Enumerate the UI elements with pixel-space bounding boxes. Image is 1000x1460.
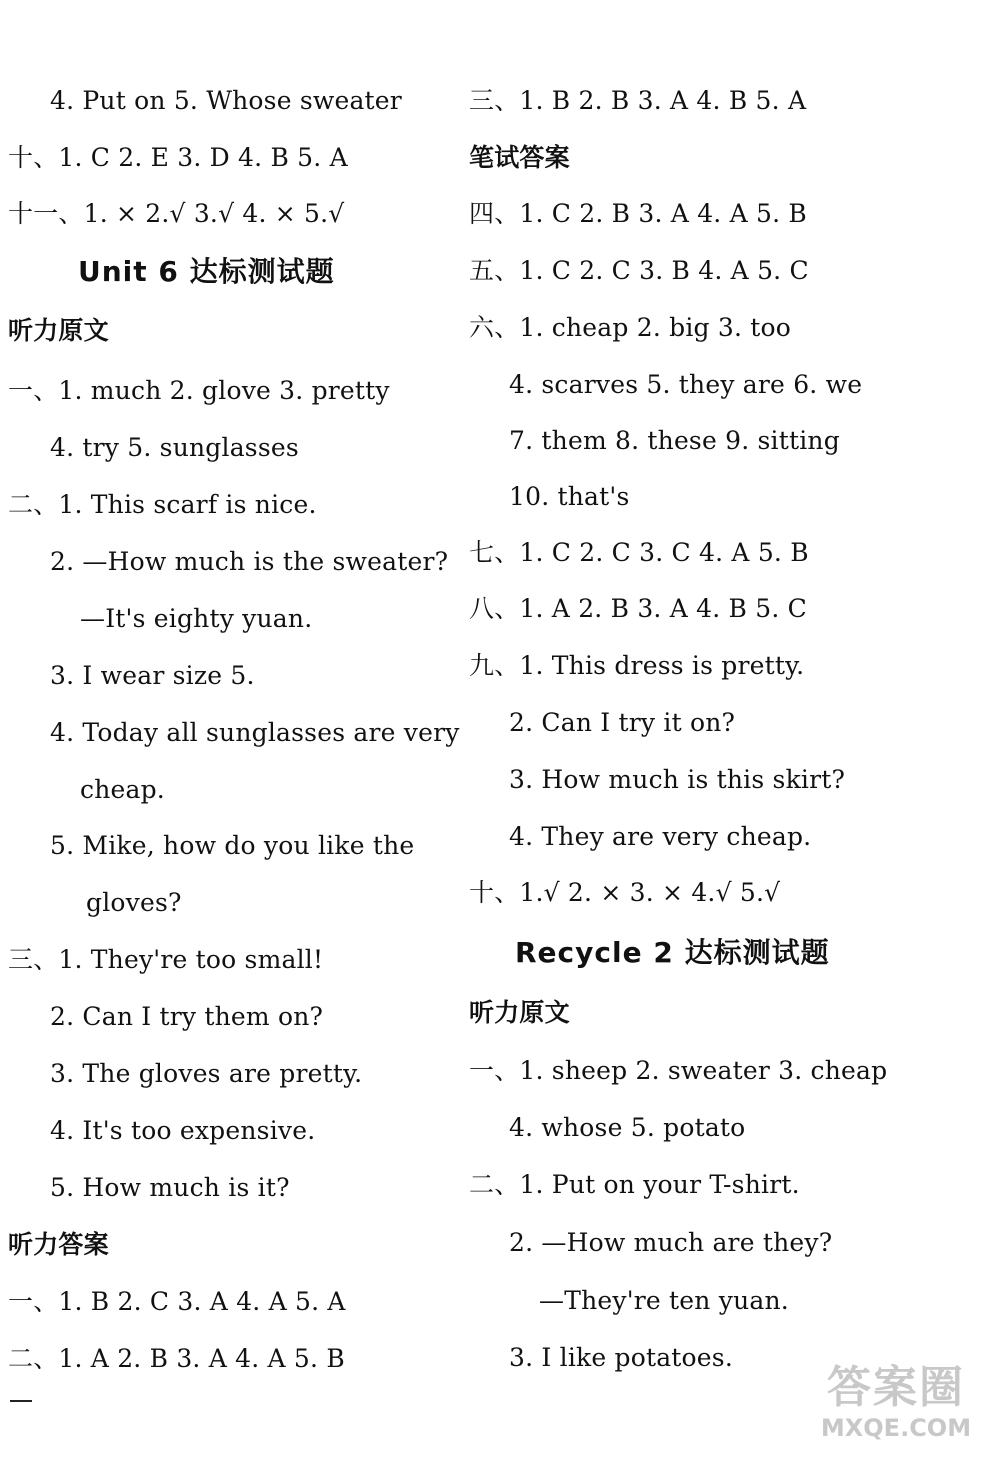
- answer-line: 十一、1. × 2.√ 3.√ 4. × 5.√: [8, 199, 345, 228]
- answer-line: 4. whose 5. potato: [509, 1113, 746, 1142]
- section-heading-listening-answers: 听力答案: [8, 1230, 109, 1259]
- answer-line: 4. try 5. sunglasses: [50, 433, 299, 462]
- answer-line: 7. them 8. these 9. sitting: [509, 426, 840, 455]
- answer-line: —They're ten yuan.: [539, 1286, 789, 1315]
- answer-line: 4. It's too expensive.: [50, 1116, 316, 1145]
- answer-line: 2. —How much are they?: [509, 1228, 833, 1257]
- answer-line: 十、1.√ 2. × 3. × 4.√ 5.√: [469, 878, 781, 907]
- answer-line: 3. The gloves are pretty.: [50, 1059, 363, 1088]
- answer-line: 八、1. A 2. B 3. A 4. B 5. C: [469, 594, 807, 623]
- answer-line: 七、1. C 2. C 3. C 4. A 5. B: [469, 538, 809, 567]
- watermark-url: MXQE.COM: [820, 1414, 972, 1442]
- recycle-2-title: Recycle 2 达标测试题: [515, 936, 830, 969]
- section-heading-written-answers: 笔试答案: [469, 143, 570, 172]
- answer-line: 5. Mike, how do you like the: [50, 831, 415, 860]
- site-watermark: [806, 1362, 986, 1442]
- answer-line: 4. scarves 5. they are 6. we: [509, 370, 863, 399]
- answer-line: 3. I like potatoes.: [509, 1343, 733, 1372]
- answer-line: 4. Today all sunglasses are very: [50, 718, 460, 747]
- answer-line: 3. How much is this skirt?: [509, 765, 846, 794]
- answer-line: 九、1. This dress is pretty.: [469, 651, 805, 680]
- answer-line: gloves?: [86, 888, 182, 917]
- answer-line: cheap.: [80, 775, 165, 804]
- answer-line: 4. Put on 5. Whose sweater: [50, 86, 402, 115]
- answer-line: 二、1. This scarf is nice.: [8, 490, 317, 519]
- section-heading-listening-text: 听力原文: [469, 998, 570, 1027]
- answer-line: 2. Can I try it on?: [509, 708, 736, 737]
- answer-line: —It's eighty yuan.: [80, 604, 313, 633]
- answer-line: 4. They are very cheap.: [509, 822, 812, 851]
- answer-line: 三、1. They're too small!: [8, 945, 324, 974]
- stray-dash-mark: [10, 1400, 32, 1402]
- answer-line: 五、1. C 2. C 3. B 4. A 5. C: [469, 256, 809, 285]
- answer-line: 10. that's: [509, 482, 630, 511]
- answer-line: 3. I wear size 5.: [50, 661, 255, 690]
- answer-line: 三、1. B 2. B 3. A 4. B 5. A: [469, 86, 807, 115]
- answer-line: 六、1. cheap 2. big 3. too: [469, 313, 792, 342]
- answer-line: 四、1. C 2. B 3. A 4. A 5. B: [469, 199, 807, 228]
- unit-6-title: Unit 6 达标测试题: [78, 255, 335, 288]
- answer-line: 一、1. B 2. C 3. A 4. A 5. A: [8, 1287, 346, 1316]
- answer-line: 二、1. A 2. B 3. A 4. A 5. B: [8, 1344, 345, 1373]
- section-heading-listening-text: 听力原文: [8, 316, 109, 345]
- answer-line: 5. How much is it?: [50, 1173, 290, 1202]
- answer-line: 十、1. C 2. E 3. D 4. B 5. A: [8, 143, 348, 172]
- answer-line: 2. Can I try them on?: [50, 1002, 324, 1031]
- answer-line: 一、1. sheep 2. sweater 3. cheap: [469, 1056, 888, 1085]
- answer-line: 2. —How much is the sweater?: [50, 547, 449, 576]
- answer-line: 二、1. Put on your T-shirt.: [469, 1170, 800, 1199]
- answer-line: 一、1. much 2. glove 3. pretty: [8, 376, 390, 405]
- watermark-logo: 答案圈: [827, 1362, 965, 1413]
